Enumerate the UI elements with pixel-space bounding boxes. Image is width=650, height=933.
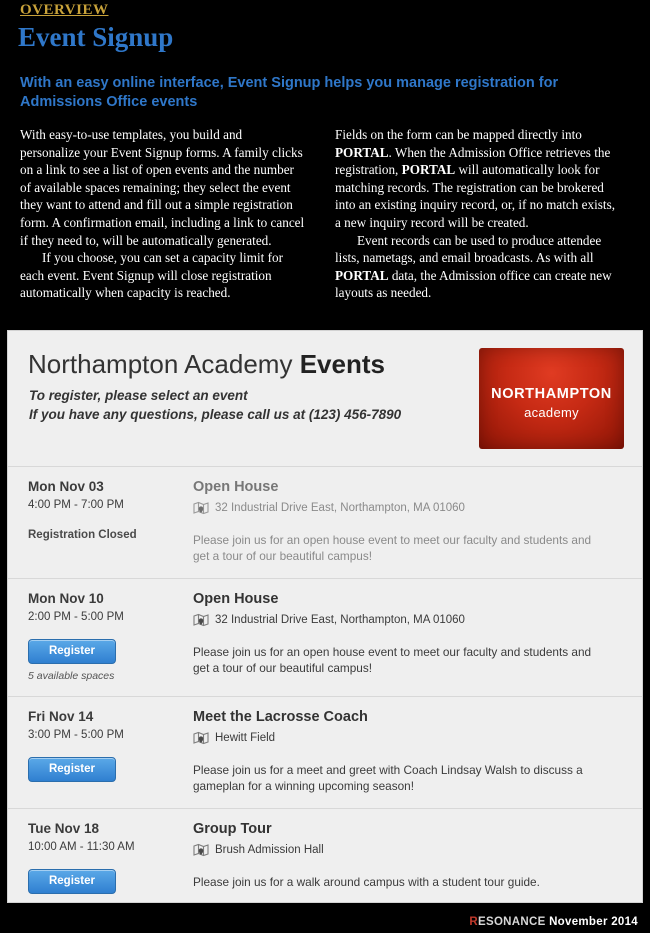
event-description: Please join us for a walk around campus with a student tour guide. bbox=[193, 875, 540, 889]
event-meta bbox=[28, 479, 173, 564]
event-time: 2:00 PM - 5:00 PM bbox=[28, 611, 124, 623]
map-icon bbox=[193, 612, 209, 628]
event-meta bbox=[28, 821, 173, 894]
footer-brand-line bbox=[469, 916, 638, 928]
event-description: Please join us for an open house event to meet our faculty and students and get a tour of our beautiful campus! bbox=[193, 533, 592, 563]
paragraph: With easy-to-use templates, you build and personalize your Event Signup forms. A family clicks on a link to see a list of open events and the number of available spaces remaining; they select the event they want to attend and fill out a simple registration form. A confirmation email, including a link to cancel if they need to, will be automatically generated. bbox=[20, 127, 305, 248]
event-name: Group Tour bbox=[193, 821, 272, 837]
event-location bbox=[193, 612, 622, 628]
text-fragment: will automatically look for matching records. The registration can be brokered into an existing inquiry record, or, if no match exists, a new inquiry record will be created. bbox=[335, 162, 616, 230]
event-details bbox=[173, 479, 622, 564]
screenshot-header bbox=[8, 331, 642, 466]
event-details bbox=[173, 709, 622, 794]
event-date: Mon Nov 10 bbox=[28, 591, 104, 606]
brand-portal: PORTAL bbox=[335, 144, 389, 160]
event-meta bbox=[28, 591, 173, 682]
map-icon bbox=[193, 730, 209, 746]
event-details bbox=[173, 591, 622, 682]
event-row bbox=[8, 808, 642, 903]
events-list bbox=[8, 466, 642, 903]
event-date: Fri Nov 14 bbox=[28, 709, 94, 724]
article-deck: With an easy online interface, Event Signup helps you manage registration for Admissions Office events bbox=[20, 75, 559, 110]
event-location-text: Brush Admission Hall bbox=[215, 844, 324, 856]
event-time: 10:00 AM - 11:30 AM bbox=[28, 841, 135, 853]
school-name: Northampton Academy bbox=[28, 349, 293, 379]
event-row bbox=[8, 578, 642, 696]
text-fragment: Fields on the form can be mapped directly into bbox=[335, 127, 582, 142]
article-header-block bbox=[0, 0, 650, 330]
paragraph bbox=[335, 126, 620, 232]
brand-portal: PORTAL bbox=[335, 267, 389, 283]
event-signup-screenshot bbox=[7, 330, 643, 903]
event-time: 4:00 PM - 7:00 PM bbox=[28, 499, 124, 511]
school-logo bbox=[479, 348, 624, 449]
text-fragment: . When the Admission Office retrieves the registration, bbox=[335, 144, 611, 178]
school-title bbox=[28, 349, 385, 380]
event-location bbox=[193, 730, 622, 746]
paragraph: If you choose, you can set a capacity limit for each event. Event Signup will close registration automatically when capacity is reached. bbox=[20, 250, 283, 301]
event-row bbox=[8, 466, 642, 578]
page-footer bbox=[0, 903, 650, 933]
event-description: Please join us for an open house event to meet our faculty and students and get a tour of our beautiful campus! bbox=[193, 645, 592, 675]
event-location-text: 32 Industrial Drive East, Northampton, MA 01060 bbox=[215, 502, 465, 514]
issue-date: November 2014 bbox=[549, 916, 638, 928]
map-icon bbox=[193, 500, 209, 516]
brand-initial: R bbox=[469, 916, 478, 928]
event-description: Please join us for a meet and greet with Coach Lindsay Walsh to discuss a gameplan for a winning upcoming season! bbox=[193, 763, 583, 793]
event-location-text: 32 Industrial Drive East, Northampton, MA 01060 bbox=[215, 614, 465, 626]
event-name: Open House bbox=[193, 591, 279, 607]
text-fragment: Event records can be used to produce attendee lists, nametags, and email broadcasts. As with all bbox=[335, 232, 602, 266]
page-title: Event Signup bbox=[18, 22, 174, 52]
instruction-line-2: If you have any questions, please call us at (123) 456-7890 bbox=[29, 407, 402, 422]
event-name: Open House bbox=[193, 479, 279, 495]
event-meta bbox=[28, 709, 173, 794]
event-name: Meet the Lacrosse Coach bbox=[193, 709, 368, 725]
register-button[interactable]: Register bbox=[28, 869, 116, 894]
event-row bbox=[8, 696, 642, 808]
event-location bbox=[193, 842, 622, 858]
section-kicker: OVERVIEW bbox=[20, 2, 109, 18]
event-date: Mon Nov 03 bbox=[28, 479, 104, 494]
event-location bbox=[193, 500, 622, 516]
event-details bbox=[173, 821, 622, 894]
instruction-line-1: To register, please select an event bbox=[29, 388, 248, 403]
map-icon bbox=[193, 842, 209, 858]
event-location-text: Hewitt Field bbox=[215, 732, 276, 744]
article-column-left bbox=[20, 126, 305, 302]
instructions bbox=[29, 386, 401, 424]
brand-name: ESONANCE bbox=[478, 916, 546, 928]
available-spaces: 5 available spaces bbox=[28, 670, 115, 682]
article-columns bbox=[20, 126, 620, 302]
event-time: 3:00 PM - 5:00 PM bbox=[28, 729, 124, 741]
event-date: Tue Nov 18 bbox=[28, 821, 100, 836]
logo-line-1: NORTHAMPTON bbox=[491, 386, 612, 402]
brand-portal: PORTAL bbox=[401, 162, 456, 178]
logo-line-2: academy bbox=[524, 405, 579, 420]
registration-closed-label: Registration Closed bbox=[28, 529, 137, 541]
register-button[interactable]: Register bbox=[28, 639, 116, 664]
register-button[interactable]: Register bbox=[28, 757, 116, 782]
text-fragment: data, the Admission office can create new layouts as needed. bbox=[335, 267, 612, 301]
events-word: Events bbox=[299, 349, 385, 379]
paragraph bbox=[335, 232, 620, 302]
article-column-right bbox=[335, 126, 620, 302]
